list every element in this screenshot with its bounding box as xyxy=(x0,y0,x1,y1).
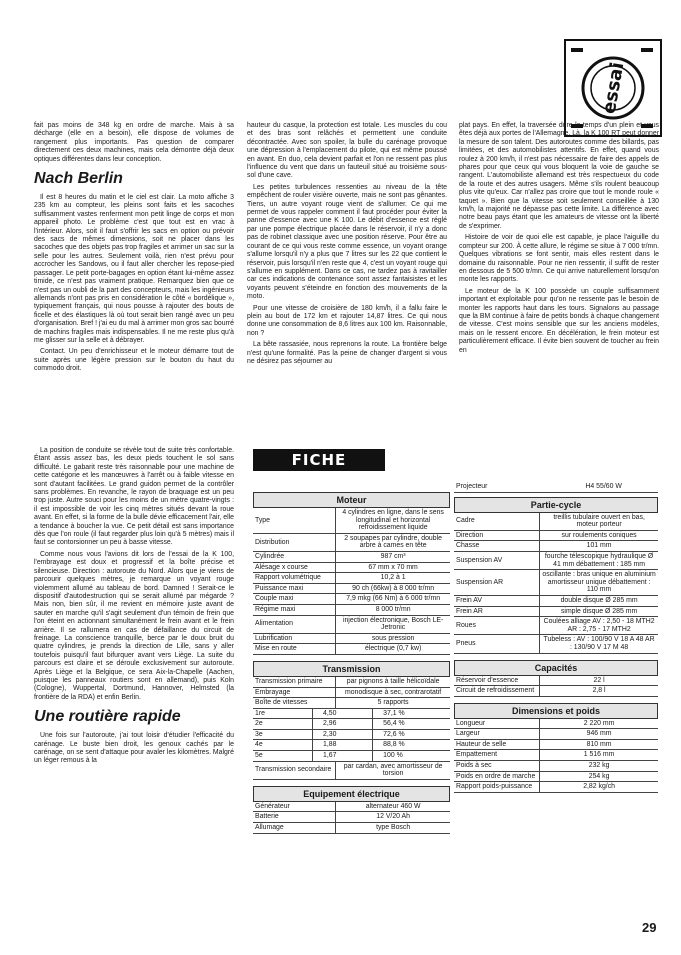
spec-value: oscillante : bras unique en aluminium amortisseur unique débattement : 110 mm xyxy=(540,570,658,596)
spec-value: 1,88 xyxy=(313,740,373,751)
table-row xyxy=(253,698,450,709)
electrique-table xyxy=(253,802,450,834)
spec-left-column xyxy=(253,492,450,834)
spec-value: 101 mm xyxy=(540,541,658,552)
spec-value: 2,96 xyxy=(313,719,373,730)
spec-value: 22 l xyxy=(540,676,658,686)
paragraph: hauteur du casque, la protection est totale. Les muscles du cou et des bras sont relâchés et permettent une conduite décontractée. Avec son spoiler, la bulle du carénage provoque une dépression à l'emplacement du pilote, qui est même poussé en avant. En duo, cela devient parfait et l'on ne ressent pas plus l'influence du vent que dans un fauteuil situé au troisième sous-sol d'une cave. xyxy=(247,122,447,180)
spec-value: 4 cylindres en ligne, dans le sens longitudinal et horizontal refroidissement liquide xyxy=(336,508,450,533)
section-heading-berlin: Nach Berlin xyxy=(34,170,123,188)
spec-label: Circuit de refroidissement xyxy=(454,686,540,697)
spec-value: 810 mm xyxy=(540,739,658,750)
paragraph: Une fois sur l'autoroute, j'ai tout loisir d'étudier l'efficacité du carénage. Le buste bien droit, les genoux cachés par le carénage, on se sent d'attaque pour avaler les kilomètres. Malgré un léger remous à la xyxy=(34,732,234,765)
spec-value: 100 % xyxy=(373,751,450,762)
spec-label: Cadre xyxy=(454,513,540,531)
table-row xyxy=(454,482,658,492)
spec-label: Projecteur xyxy=(454,482,549,492)
spec-value: 1,67 xyxy=(313,751,373,762)
spec-label: Hauteur de selle xyxy=(454,739,540,750)
table-row xyxy=(253,594,450,605)
spec-value: 5 rapports xyxy=(336,698,450,709)
table-row xyxy=(253,508,450,533)
spec-value: 72,6 % xyxy=(373,729,450,740)
spec-label: Distribution xyxy=(253,533,336,551)
column-1-lower xyxy=(34,447,234,769)
spec-value: 1 516 mm xyxy=(540,750,658,761)
spec-value: 2,8 l xyxy=(540,686,658,697)
table-row xyxy=(253,583,450,594)
spec-label: Alimentation xyxy=(253,615,336,633)
section-header-moteur: Moteur xyxy=(253,492,450,508)
column-2 xyxy=(247,122,447,369)
table-row xyxy=(253,740,450,751)
spec-label: Rapport poids-puissance xyxy=(454,782,540,793)
spec-label: Réservoir d'essence xyxy=(454,676,540,686)
table-row xyxy=(454,551,658,569)
table-row xyxy=(253,802,450,812)
table-row xyxy=(454,530,658,541)
spec-value: 2,30 xyxy=(313,729,373,740)
spec-value: simple disque Ø 285 mm xyxy=(540,606,658,617)
spec-value: 2,82 kg/ch xyxy=(540,782,658,793)
spec-label: Batterie xyxy=(253,812,336,823)
spec-value: 12 V/20 Ah xyxy=(336,812,450,823)
table-row xyxy=(454,570,658,596)
spec-label: 4e xyxy=(253,740,313,751)
table-row xyxy=(454,676,658,686)
spec-label: Suspension AV xyxy=(454,551,540,569)
partie-cycle-table xyxy=(454,513,658,654)
spec-label: Rapport volumétrique xyxy=(253,573,336,584)
spec-value: 7,9 mkg (66 Nm) à 6 000 tr/mn xyxy=(336,594,450,605)
spec-right-column xyxy=(454,482,658,793)
spec-label: Alésage x course xyxy=(253,562,336,573)
spec-label: Régime maxi xyxy=(253,604,336,615)
table-row xyxy=(454,750,658,761)
spec-label: Mise en route xyxy=(253,644,336,655)
transmission-secondary-table xyxy=(253,762,450,780)
table-row xyxy=(253,644,450,655)
table-row xyxy=(454,719,658,729)
paragraph: fait pas moins de 348 kg en ordre de marche. Mais à sa décharge (elle en a besoin), elle dispose de volumes de rangement plus importants. Pas question de comparer directement ces deux machines, mais cela démontre déjà deux optiques différentes dans leur conception. xyxy=(34,122,234,163)
table-row xyxy=(253,687,450,698)
paragraph: Comme nous vous l'avions dit lors de l'essai de la K 100, l'embrayage est doux et progressif et la boîte précise et silencieuse. Direction : autoroute du Nord. Alors que je viens de parcourir quelques mètres, je remarque un voyant rouge violemment allumé au tableau de bord. Damned ! Serait-ce le dispositif d'autodestruction qui se serait allumé par mégarde ? Mais non, bien sûr, il me revient en mémoire juste avant de sauter en marche qu'il s'agit seulement d'un témoin de frein que l'on éteint en actionnant simultanément le frein avant et le frein arrière. Il se rallumera en cas de défaillance du circuit de freinage. La conscience tranquille, berce par le doux bruit du quatre cylindres, je prends la direction de Lille, sans y aller toutefois puisqu'il faut bifurquer avant vers Liège. La suite du parcours est claire et se déroule exclusivement sur autoroute. Après Liège et la Belgique, ce sera Aix-la-Chapelle (Aachen, puisque les panneaux routiers sont en allemand), puis Koln (Cologne), Wuppertal, Dortmund, Hannover, Helmsted (la frontière de la RDA) et enfin Berlin. xyxy=(34,550,234,701)
spec-value: électrique (0,7 kw) xyxy=(336,644,450,655)
paragraph: Les petites turbulences ressenties au niveau de la tête empêchent de rouler visière ouverte, mais ne sont pas gênantes. Tiens, un autre voyant rouge vient de s'allumer. Ce qui me permet de vous rappeler comment il faut procéder pour éviter la panne d'essence avec une K 100. Le débit d'essence est réglé par une pompe électrique placée dans le réservoir, il n'y a donc pas de robinet classique avec une position réserve. Pour être au courant de ce qui vous reste comme essence, un voyant orange s'allume lorsqu'il n'y a plus que 7 litres sur les 22 que contient le réservoir, puis lorsqu'il n'en reste que 4, c'est un voyant rouge qui s'allume en supplément. Dans ce cas, ne tardez pas à ravitailler car ces indications de contenance sont assez fantaisistes et les voyants peuvent s'éteindre en fonction des mouvements de la moto. xyxy=(247,183,447,301)
spec-value: Coulées alliage AV : 2,50 - 18 MTH2 AR : 2,75 - 17 MTH2 xyxy=(540,617,658,635)
table-row xyxy=(253,677,450,687)
table-row xyxy=(454,595,658,606)
spec-label: Suspension AR xyxy=(454,570,540,596)
logo-text: essai xyxy=(598,60,629,116)
spec-value: 2 220 mm xyxy=(540,719,658,729)
spec-value: Tubeless : AV : 100/90 V 18 A 48 AR : 130/90 V 17 M 48 xyxy=(540,635,658,653)
spec-label: Roues xyxy=(454,617,540,635)
table-row xyxy=(454,771,658,782)
spec-label: Puissance maxi xyxy=(253,583,336,594)
spec-label: Générateur xyxy=(253,802,336,812)
table-row xyxy=(253,812,450,823)
spec-value: 254 kg xyxy=(540,771,658,782)
page-number: 29 xyxy=(642,920,657,935)
spec-label: 5e xyxy=(253,751,313,762)
spec-value: 8 000 tr/mn xyxy=(336,604,450,615)
spec-label: Direction xyxy=(454,530,540,541)
spec-value: sur roulements coniques xyxy=(540,530,658,541)
spec-value: H4 55/60 W xyxy=(549,482,658,492)
table-row xyxy=(253,823,450,834)
table-row xyxy=(253,604,450,615)
spec-label: 1re xyxy=(253,709,313,719)
table-row xyxy=(454,606,658,617)
section-heading-routiere: Une routière rapide xyxy=(34,708,181,726)
projecteur-table xyxy=(454,482,658,493)
table-row xyxy=(454,782,658,793)
spec-value: 67 mm x 70 mm xyxy=(336,562,450,573)
spec-label: Embrayage xyxy=(253,687,336,698)
section-header-partie-cycle: Partie-cycle xyxy=(454,497,658,513)
spec-sheet-title: FICHE TECHNIQUE xyxy=(253,449,385,471)
paragraph: Histoire de voir de quoi elle est capable, je place l'aiguille du compteur sur 200. À cette allure, le régime se situe à 7 000 tr/mn. Quelques vibrations se font sentir, mais elles restent dans le domaine du raisonnable. Pour ne rien ressentir, il suffit de rester en dessous de 5 500 tr/mn. Ce qui arrive naturellement lorsqu'on monte les rapports. xyxy=(459,234,659,284)
spec-label: Largeur xyxy=(454,729,540,740)
table-row xyxy=(454,513,658,531)
table-row xyxy=(454,686,658,697)
column-3 xyxy=(459,122,659,358)
table-row xyxy=(253,633,450,644)
paragraph: La position de conduite se révèle tout de suite très confortable. Étant assis assez bas, les deux pieds touchent le sol sans difficulté. Le gabarit reste très raisonnable pour une machine de cette catégorie et les manœuvres à l'arrêt ou à faible vitesse en sont d'autant facilitées. Le grand guidon permet de la contrôler sans problèmes. En revanche, le rayon de braquage est un peu trop juste. Autre souci pour les moins de un mètre quatre-vingts : il est impossible de voir les cinq mètres situés devant la roue avant. En effet, si la forme de la bulle dévie efficacement l'air, elle a tendance à boucher la vue. Ce petit détail est sans importance dès que l'on roule (il faut regarder plus loin qu'à 5 mètres) mais il faut se contorsionner un peu à basse vitesse. xyxy=(34,447,234,547)
spec-value: 37,1 % xyxy=(373,709,450,719)
table-row xyxy=(253,533,450,551)
spec-label: Frein AV xyxy=(454,595,540,606)
spec-label: Longueur xyxy=(454,719,540,729)
table-row xyxy=(253,615,450,633)
paragraph: Pour une vitesse de croisière de 180 km/h, il a fallu faire le plein au bout de 172 km et rajouter 14,87 litres. Ce qui nous donne une consommation de 8,6 litres aux 100 km. Raisonnable, non ? xyxy=(247,304,447,337)
section-header-capacites: Capacités xyxy=(454,660,658,676)
spec-value: 232 kg xyxy=(540,761,658,772)
table-row xyxy=(253,751,450,762)
spec-label: 3e xyxy=(253,729,313,740)
section-header-dimensions: Dimensions et poids xyxy=(454,703,658,719)
spec-label: Poids en ordre de marche xyxy=(454,771,540,782)
spec-label: Cylindrée xyxy=(253,551,336,562)
table-row xyxy=(454,635,658,653)
spec-label: 2e xyxy=(253,719,313,730)
spec-value: double disque Ø 285 mm xyxy=(540,595,658,606)
paragraph: Contact. Un peu d'enrichisseur et le moteur démarre tout de suite après une légère pression sur le bouton du haut du commodo droit. xyxy=(34,348,234,373)
spec-value: type Bosch xyxy=(336,823,450,834)
section-header-electrique: Equipement électrique xyxy=(253,786,450,802)
dimensions-table xyxy=(454,719,658,793)
spec-label: Type xyxy=(253,508,336,533)
spec-label: Lubrification xyxy=(253,633,336,644)
table-row xyxy=(253,729,450,740)
spec-label: Chasse xyxy=(454,541,540,552)
spec-value: par cardan, avec amortisseur de torsion xyxy=(336,762,450,780)
table-row xyxy=(253,551,450,562)
table-row xyxy=(253,719,450,730)
paragraph: Le moteur de la K 100 possède un couple suffisamment important et exploitable pour qu'on ne ressente pas le besoin de monter les rapports haut dans les tours. Signalons au passage que la BM continue à faire de petits bonds à chaque changement de vitesse. C'est moins sensible que sur les anciens modèles, mais on le ressent encore. En décélération, le frein moteur est particulièrement efficace. Il évite bien souvent de toucher au frein en xyxy=(459,287,659,354)
capacites-table xyxy=(454,676,658,697)
table-row xyxy=(253,709,450,719)
spec-label: Poids à sec xyxy=(454,761,540,772)
spec-value: 56,4 % xyxy=(373,719,450,730)
table-row xyxy=(454,617,658,635)
spec-value: 4,50 xyxy=(313,709,373,719)
table-row xyxy=(253,762,450,780)
paragraph: plat pays. En effet, la traversée dure le temps d'un plein et vous êtes déjà aux portes de l'Allemagne. Là, la K 100 RT peut donner la mesure de son talent. Des autoroutes comme des billards, pas limitées, et des automobilistes attentifs. En effet, quand vous roulez à 200 km/h, il n'est pas nécessaire de faire des appels de phares pour que ceux qui vous bloquent la voie de gauche se rangent. L'automobiliste allemand est très respectueux du code de la route et des autres usagers. Même s'ils roulent beaucoup plus vite qu'eux. Car n'allez pas croire que tout le monde roule « taquet ». Bien que la vitesse soit seulement conseillée à 130 km/h, la majorité ne dépasse pas cette limite. La différence avec notre beau pays étant que les amateurs de vitesse ont la liberté de s'exprimer. xyxy=(459,122,659,230)
spec-label: Transmission secondaire xyxy=(253,762,336,780)
table-row xyxy=(454,739,658,750)
column-1 xyxy=(34,122,234,377)
spec-label: Pneus xyxy=(454,635,540,653)
spec-label: Transmission primaire xyxy=(253,677,336,687)
moteur-table xyxy=(253,508,450,655)
table-row xyxy=(454,729,658,740)
spec-value: alternateur 460 W xyxy=(336,802,450,812)
spec-value: fourche télescopique hydraulique Ø 41 mm débattement : 185 mm xyxy=(540,551,658,569)
spec-value: 2 soupapes par cylindre, double arbre à cames en tête xyxy=(336,533,450,551)
spec-value: monodisque à sec, contrarotatif xyxy=(336,687,450,698)
paragraph: Il est 8 heures du matin et le ciel est clair. La moto affiche 3 235 km au compteur, les pleins sont faits et les sacoches suffisamment vastes renferment mon petit linge de corps et mon appareil photo. Le problème c'est que tout est en vrac à l'intérieur. Alors, soit il faut s'offrir les sacs en option ou prévoir des sacs de mêmes dimensions, soit ne placer dans les sacoches que des objets pas trop fragiles et arrimer un sac sur la selle pour les autres. Seulement voilà, rien n'est prévu pour accrocher les Sandows, ou il faut aller chercher les repose-pied passager. Le petit porte-bagages en option étant lui-même assez timide, ce n'est pas vraiment pratique. Remarquez bien que ce n'est pas un oubli de la part des concepteurs, mais les ingénieurs allemands n'ont pas pris en considération le côté « bordélique », typiquement français, qui nous pousse à rajouter des bouts de ficelle et des élastiques là où tout serait bien rangé avec un peu d'organisation. Bref ! j'ai eu du mal à arrimer mon gros sac bourré de machins fragiles mais indispensables. Il ne me reste plus qu'à me glisser sur la selle et à débrayer. xyxy=(34,194,234,344)
table-row xyxy=(454,541,658,552)
spec-value: injection électronique, Bosch LE-Jetronic xyxy=(336,615,450,633)
paragraph: La bête rassasiée, nous reprenons la route. La frontière belge n'est qu'une formalité. Pas la peine de changer d'argent si vous ne désirez pas séjourner au xyxy=(247,341,447,365)
spec-value: 946 mm xyxy=(540,729,658,740)
table-row xyxy=(253,573,450,584)
spec-value: sous pression xyxy=(336,633,450,644)
spec-label: Empattement xyxy=(454,750,540,761)
spec-value: treillis tubulaire ouvert en bas, moteur porteur xyxy=(540,513,658,531)
spec-label: Boîte de vitesses xyxy=(253,698,336,709)
spec-label: Couple maxi xyxy=(253,594,336,605)
spec-value: 10,2 à 1 xyxy=(336,573,450,584)
spec-value: 90 ch (66kw) à 8 000 tr/mn xyxy=(336,583,450,594)
spec-value: par pignons à taille hélicoïdale xyxy=(336,677,450,687)
section-header-transmission: Transmission xyxy=(253,661,450,677)
spec-value: 88,8 % xyxy=(373,740,450,751)
spec-value: 987 cm³ xyxy=(336,551,450,562)
table-row xyxy=(253,562,450,573)
spec-label: Allumage xyxy=(253,823,336,834)
gear-ratio-table xyxy=(253,709,450,762)
table-row xyxy=(454,761,658,772)
spec-label: Frein AR xyxy=(454,606,540,617)
transmission-table xyxy=(253,677,450,709)
